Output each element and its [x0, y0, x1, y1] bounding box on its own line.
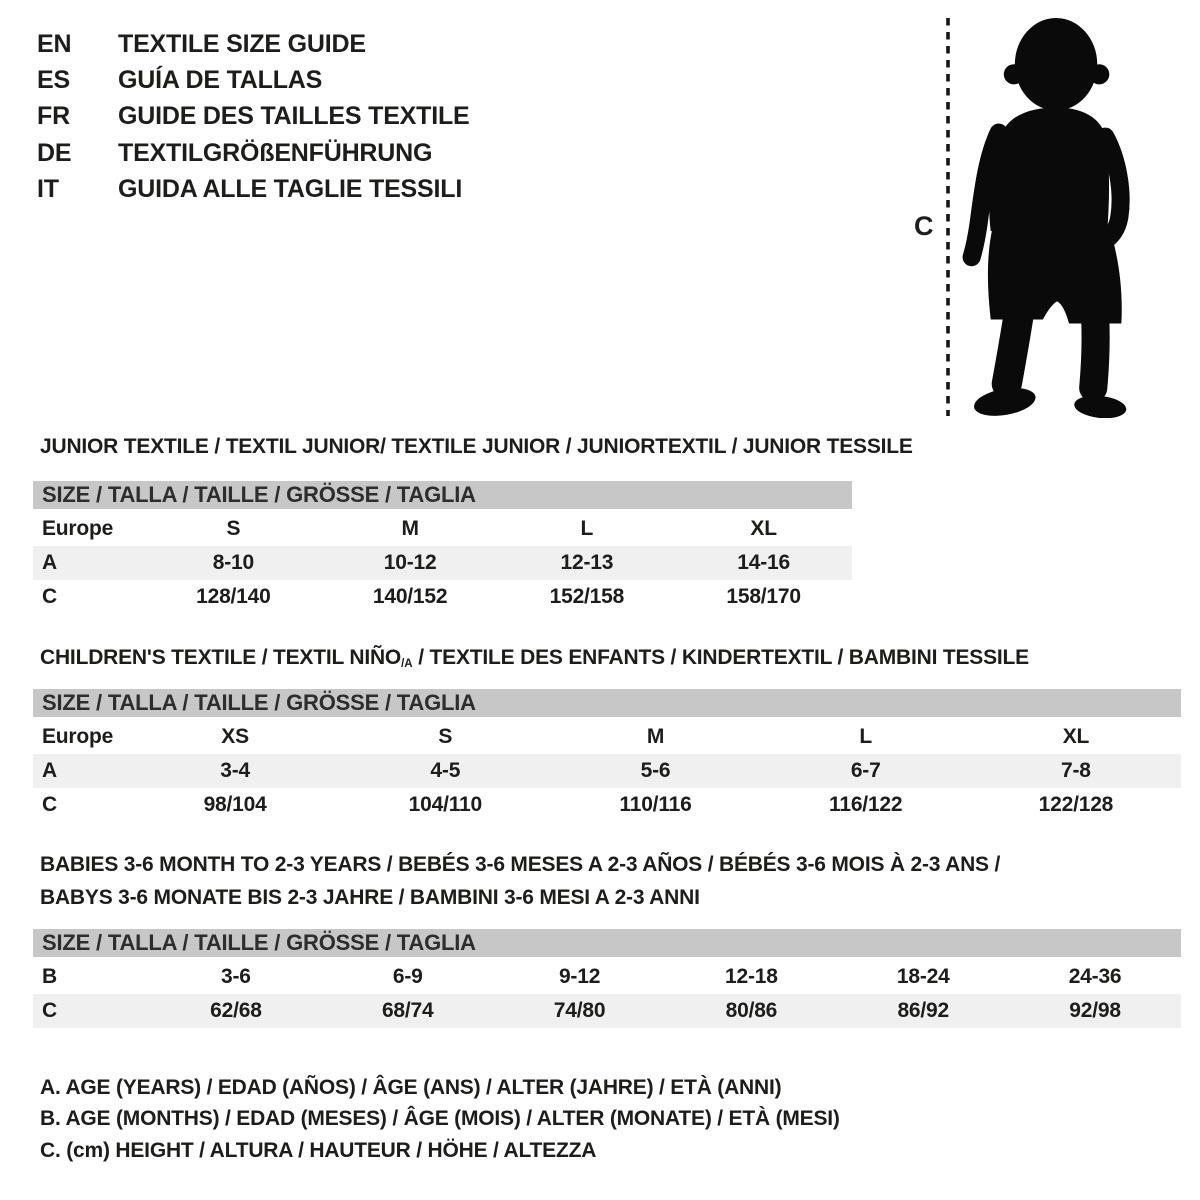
height-cell: 74/80: [553, 999, 606, 1022]
size-cell: L: [859, 725, 873, 748]
row-label: Europe: [42, 517, 114, 540]
language-code: ES: [37, 66, 70, 95]
section-title-text: CHILDREN'S TEXTILE / TEXTIL NIÑO: [40, 646, 402, 669]
row-label: B: [42, 965, 57, 988]
table-row-age: [33, 546, 852, 580]
height-cell: 86/92: [897, 999, 949, 1022]
table-row-height: [33, 580, 852, 614]
age-cell: 12-13: [560, 551, 614, 574]
language-code: FR: [37, 102, 70, 131]
legend-line-height-cm: C. (cm) HEIGHT / ALTURA / HAUTEUR / HÖHE / ALTEZZA: [40, 1138, 597, 1162]
legend-line-age-years: A. AGE (YEARS) / EDAD (AÑOS) / ÂGE (ANS) / ALTER (JAHRE) / ETÀ (ANNI): [40, 1076, 782, 1099]
size-cell: L: [580, 517, 594, 540]
legend-line-age-months: B. AGE (MONTHS) / EDAD (MESES) / ÂGE (MOIS) / ALTER (MONATE) / ETÀ (MESI): [40, 1107, 840, 1131]
size-cell: XS: [221, 725, 249, 748]
language-code: DE: [37, 138, 72, 167]
height-cell: 122/128: [1038, 793, 1114, 816]
language-title: TEXTILE SIZE GUIDE: [118, 29, 366, 58]
size-table-header: SIZE / TALLA / TAILLE / GRÖSSE / TAGLIA: [33, 481, 852, 509]
months-cell: 6-9: [392, 965, 423, 988]
row-label: A: [42, 759, 57, 782]
table-row-europe: [33, 512, 852, 546]
language-row: [37, 99, 470, 135]
height-cell: 152/158: [549, 585, 625, 608]
language-title: GUIDE DES TAILLES TEXTILE: [118, 102, 470, 131]
language-code: EN: [37, 29, 72, 58]
row-label: C: [42, 793, 57, 816]
language-title: GUIDA ALLE TAGLIE TESSILI: [118, 175, 463, 204]
language-row: [37, 172, 470, 208]
table-row-height: [33, 994, 1181, 1028]
language-row: [37, 26, 470, 62]
age-cell: 4-5: [430, 759, 461, 782]
section-title-line2: BABYS 3-6 MONATE BIS 2-3 JAHRE / BAMBINI 3-6 MESI A 2-3 ANNI: [40, 886, 700, 909]
height-cell: 98/104: [203, 793, 267, 816]
height-cell: 140/152: [372, 585, 448, 608]
age-cell: 6-7: [850, 759, 881, 782]
age-cell: 5-6: [640, 759, 671, 782]
months-cell: 3-6: [221, 965, 251, 988]
row-label: C: [42, 585, 57, 608]
age-cell: 14-16: [737, 551, 790, 574]
size-cell: M: [401, 517, 419, 540]
size-table-header: SIZE / TALLA / TAILLE / GRÖSSE / TAGLIA: [33, 689, 1181, 717]
language-title: GUÍA DE TALLAS: [118, 66, 323, 95]
children-size-table: [33, 689, 1181, 822]
age-cell: 7-8: [1061, 759, 1091, 782]
table-row-height: [33, 788, 1181, 822]
section-title-subscript: /A: [401, 657, 413, 670]
months-cell: 18-24: [896, 965, 950, 988]
table-row-age: [33, 754, 1181, 788]
age-cell: 10-12: [383, 551, 437, 574]
language-row: [37, 62, 470, 98]
section-title-children: [40, 641, 1029, 681]
months-cell: 12-18: [725, 965, 778, 988]
section-title-junior: JUNIOR TEXTILE / TEXTIL JUNIOR/ TEXTILE JUNIOR / JUNIORTEXTIL / JUNIOR TESSILE: [40, 435, 913, 458]
language-title: TEXTILGRÖßENFÜHRUNG: [118, 138, 433, 167]
junior-size-table: [33, 481, 852, 614]
months-cell: 9-12: [558, 965, 601, 988]
months-cell: 24-36: [1068, 965, 1122, 988]
size-table-header: SIZE / TALLA / TAILLE / GRÖSSE / TAGLIA: [33, 929, 1181, 957]
height-cell: 158/170: [726, 585, 801, 608]
section-title-line1: BABIES 3-6 MONTH TO 2-3 YEARS / BEBÉS 3-6 MESES A 2-3 AÑOS / BÉBÉS 3-6 MOIS À 2-3 ANS /: [40, 853, 1001, 876]
size-cell: S: [226, 517, 241, 540]
height-cell: 92/98: [1069, 999, 1121, 1022]
size-cell: M: [646, 725, 665, 748]
table-row-europe: [33, 720, 1181, 754]
dashed-height-line: [944, 16, 952, 418]
height-cell: 110/116: [619, 793, 692, 816]
height-cell: 128/140: [196, 585, 271, 608]
age-cell: 3-4: [220, 759, 250, 782]
row-label: Europe: [42, 725, 114, 748]
babies-size-table: [33, 929, 1181, 1028]
toddler-silhouette-icon: [956, 12, 1140, 418]
height-cell: 104/110: [408, 793, 482, 816]
age-cell: 8-10: [212, 551, 254, 574]
height-cell: 80/86: [725, 999, 778, 1022]
row-label: A: [42, 551, 57, 574]
measurement-legend: [40, 1072, 840, 1166]
language-code: IT: [37, 175, 59, 204]
size-cell: S: [438, 725, 453, 748]
language-row: [37, 135, 470, 171]
height-cell: 68/74: [381, 999, 434, 1022]
height-cell: 62/68: [210, 999, 262, 1022]
size-cell: XL: [1062, 725, 1090, 748]
size-cell: XL: [750, 517, 777, 540]
height-measure-label: C: [914, 211, 934, 241]
table-row-months: [33, 960, 1181, 994]
section-title-babies: [40, 848, 1000, 914]
language-title-list: [37, 26, 470, 208]
section-title-text: / TEXTILE DES ENFANTS / KINDERTEXTIL / BAMBINI TESSILE: [412, 646, 1029, 669]
height-cell: 116/122: [829, 793, 903, 816]
row-label: C: [42, 999, 57, 1022]
